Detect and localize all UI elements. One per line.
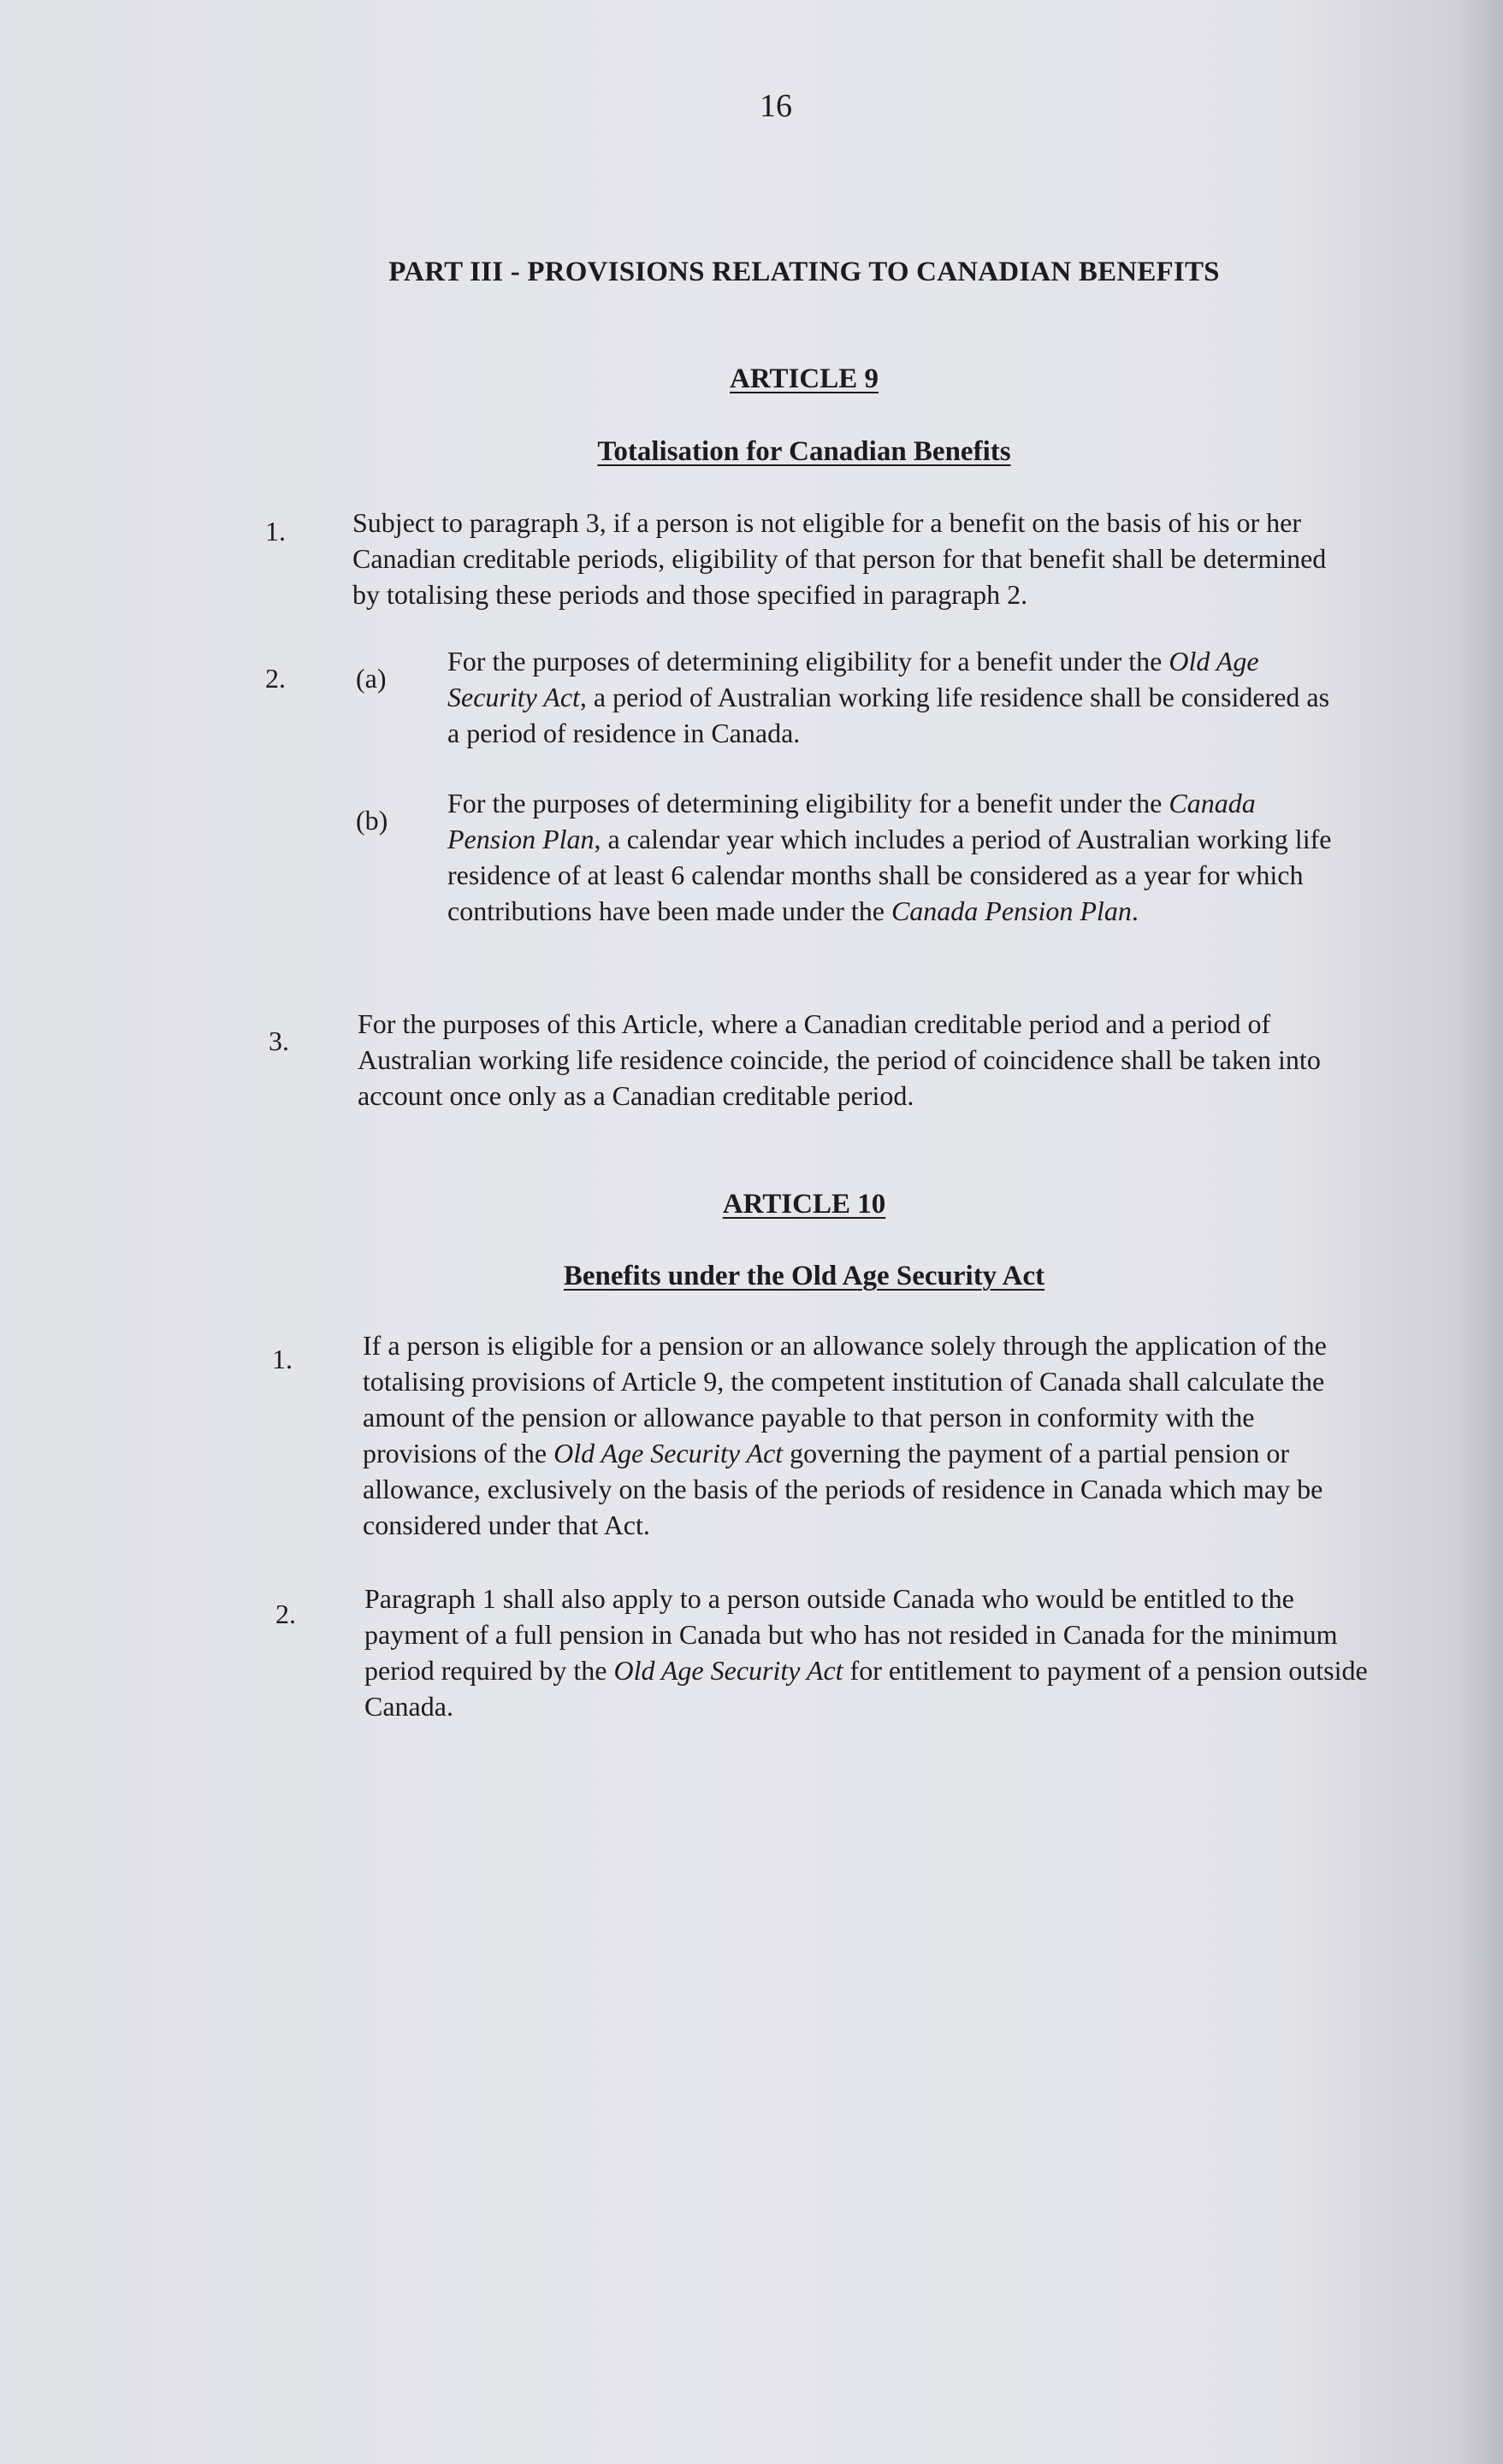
- p2a-italic: Old Age Security Act: [447, 646, 1259, 712]
- article-9-heading-text: ARTICLE 9: [730, 363, 879, 394]
- a10p2-text-1: Paragraph 1 shall also apply to a person outside Canada who would be entitled to the payment of a full pension in Canada but who has not resided in Canada for the minimum period required by the: [364, 1583, 1338, 1686]
- article-9-p2b-label: (b): [356, 805, 388, 836]
- article-10-heading-text: ARTICLE 10: [722, 1189, 886, 1220]
- article-10-p2-number: 2.: [275, 1598, 296, 1629]
- a10p2-text-2: for entitlement to payment of a pension outside Canada.: [364, 1655, 1368, 1722]
- article-9-paragraph-3: For the purposes of this Article, where a Canadian creditable period and a period of Australian working life residence coincide, the period of coincidence shall be taken into account once only as a Canadian creditable period.: [358, 1008, 1321, 1111]
- a10p2-italic: Old Age Security Act: [613, 1655, 843, 1686]
- article-10-subheading-text: Benefits under the Old Age Security Act: [563, 1261, 1045, 1291]
- p2a-text-1: For the purposes of determining eligibility for a benefit under the: [447, 646, 1169, 677]
- article-9-paragraph-2b: [447, 785, 1346, 929]
- a10p1-italic: Old Age Security Act: [553, 1438, 784, 1468]
- a10p1-text-1: If a person is eligible for a pension or an allowance solely through the application of the totalising provisions of Article 9, the competent institution of Canada shall calculate the amount of the pension or allowance payable to that person in conformity with the provisions of the: [363, 1330, 1327, 1468]
- p2b-text-1: For the purposes of determining eligibility for a benefit under the: [447, 788, 1169, 818]
- article-9-p1-number: 1.: [265, 516, 286, 547]
- article-9-paragraph-2a: [447, 643, 1346, 751]
- p2a-text-2: , a period of Australian working life residence shall be considered as a period of residence in Canada.: [447, 682, 1330, 748]
- article-9-subheading: [0, 436, 1503, 468]
- article-9-subheading-text: Totalisation for Canadian Benefits: [597, 436, 1011, 467]
- p2b-italic-2: Canada Pension Plan: [891, 895, 1132, 926]
- article-9-p3-number: 3.: [269, 1025, 289, 1056]
- article-10-heading: [0, 1189, 1503, 1220]
- p2b-text-2: , a calendar year which includes a period of Australian working life residence of at least 6 calendar months shall be considered as a year for which contributions have been made under the: [447, 824, 1332, 926]
- article-10-p1-number: 1.: [272, 1344, 293, 1374]
- article-10-paragraph-1: [363, 1327, 1368, 1543]
- article-10-subheading: [0, 1261, 1503, 1292]
- a10p1-text-2: governing the payment of a partial pension or allowance, exclusively on the basis of the periods of residence in Canada which may be considered under that Act.: [363, 1438, 1323, 1540]
- article-9-p2a-label: (a): [356, 663, 387, 694]
- page-number: 16: [760, 88, 792, 124]
- article-10-paragraph-2: [364, 1581, 1370, 1724]
- part-title: PART III - PROVISIONS RELATING TO CANADIAN BENEFITS: [388, 257, 1220, 287]
- p2b-italic-1: Canada Pension Plan: [447, 788, 1256, 854]
- article-9-p2-number: 2.: [265, 663, 286, 694]
- p2b-text-3: .: [1131, 895, 1139, 926]
- article-9-paragraph-1: Subject to paragraph 3, if a person is not eligible for a benefit on the basis of his or her Canadian creditable periods, eligibility of that person for that benefit shall be determined by totalising these periods and those specified in paragraph 2.: [352, 507, 1327, 610]
- article-9-heading: [0, 363, 1503, 395]
